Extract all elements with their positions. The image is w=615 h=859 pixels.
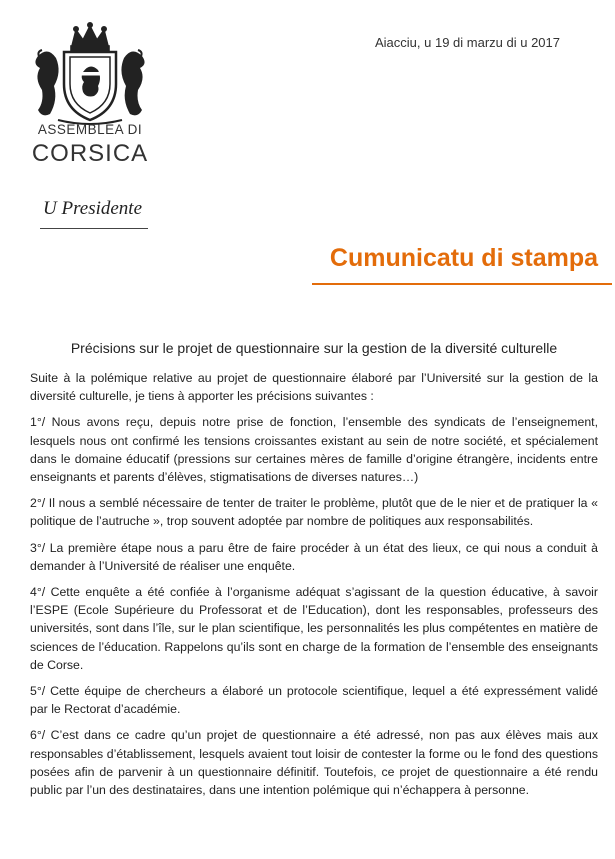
document-heading: Précisions sur le projet de questionnaire sur la gestion de la diversité culturelle [70, 340, 558, 356]
assemblea-corsica-logo [28, 22, 152, 126]
paragraph-6: 6°/ C’est dans ce cadre qu’un projet de questionnaire a été adressé, non pas aux élèves mais aux responsables d’établissement, lesquels avaient tout loisir de contester la forme ou le fond des questions posées afin de parvenir à un questionnaire définitif. Toutefois, ce projet de questionnaire a été rendu public par l’un des destinataires, dans une intention polémique qui n’échappera à personne. [30, 728, 598, 798]
president-signature: U Presidente [43, 198, 143, 219]
paragraph-5: 5°/ Cette équipe de chercheurs a élaboré un protocole scientifique, lequel a été expressément validé par le Rectorat d’académie. [30, 684, 598, 717]
paragraph-intro: Suite à la polémique relative au projet de questionnaire élaboré par l’Université sur la gestion de la diversité culturelle, je tiens à apporter les précisions suivantes : [30, 371, 598, 404]
president-underline [40, 228, 148, 229]
title-rule [312, 283, 612, 285]
document-date: Aiacciu, u 19 di marzu di u 2017 [375, 35, 560, 50]
document-body [30, 369, 598, 807]
paragraph-1: 1°/ Nous avons reçu, depuis notre prise de fonction, l’ensemble des syndicats de l’enseignement, lesquels nous ont confirmé les tensions croissantes existant au sein de notre société, et spécialement dans le domaine éducatif (pressions sur certaines mères de famille d’origine étrangère, incidents entre enseignants et parents d’élèves, stigmatisations de diverses natures…) [30, 415, 598, 485]
paragraph-3: 3°/ La première étape nous a paru être de faire procéder à un état des lieux, ce qui nous a conduit à demander à l’Université de réaliser une enquête. [30, 540, 598, 573]
org-name-line1: ASSEMBLEA DI [37, 122, 143, 137]
paragraph-2: 2°/ Il nous a semblé nécessaire de tenter de traiter le problème, plutôt que de le nier et de pratiquer la « politique de l’autruche », trop souvent adoptée par nombre de politiques aux responsabilités. [30, 496, 598, 529]
paragraph-4: 4°/ Cette enquête a été confiée à l’organisme adéquat s’agissant de la question éducative, à savoir l’ESPE (Ecole Supérieure du Professorat et de l’Education), dont les responsables, professeurs des universités, sont dans l’île, sur le plan scientifique, les personnalités les plus compétentes en matière de sciences de l’éducation. Rappelons qu’ils sont en charge de la formation de l’ensemble des enseignants de Corse. [30, 585, 598, 672]
press-release-title: Cumunicatu di stampa [329, 244, 598, 272]
org-name-line2: CORSICA [31, 140, 149, 167]
